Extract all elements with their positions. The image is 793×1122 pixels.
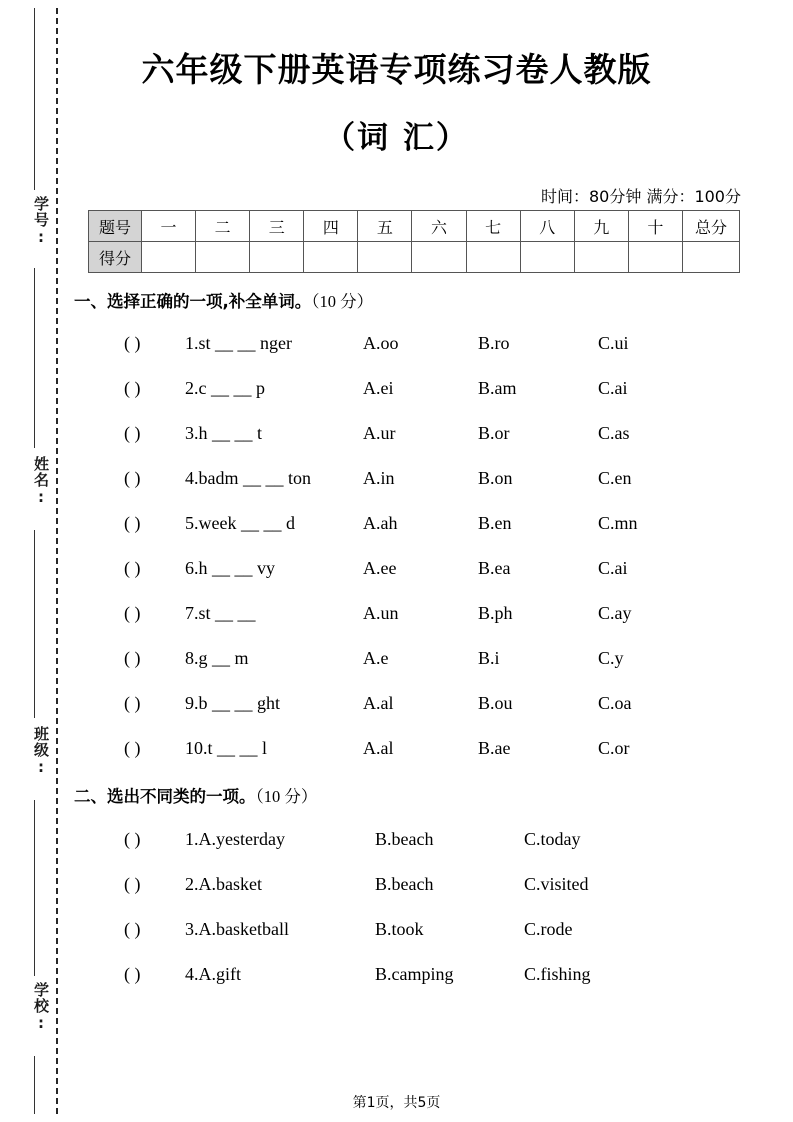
answer-blank[interactable]: ( )	[124, 468, 141, 488]
question-stem: 9.b __ __ ght	[185, 693, 281, 713]
answer-blank[interactable]: ( )	[124, 513, 141, 533]
section-heading-2-points: （10 分）	[255, 787, 318, 806]
answer-blank[interactable]: ( )	[124, 693, 141, 713]
option-b[interactable]: B.i	[478, 648, 500, 668]
question-stem: 10.t __ __ l	[185, 738, 268, 758]
question-stem-option-a[interactable]: 1.A.yesterday	[185, 829, 285, 849]
option-c[interactable]: C.as	[598, 423, 630, 443]
score-table-col-8: 八	[520, 211, 574, 242]
score-cell-1[interactable]	[142, 242, 196, 273]
section-heading-1	[74, 288, 373, 312]
answer-blank[interactable]: ( )	[124, 964, 141, 984]
section-heading-2	[74, 783, 317, 807]
answer-blank[interactable]: ( )	[124, 378, 141, 398]
option-c[interactable]: C.rode	[524, 919, 573, 939]
question-2-3[interactable]	[0, 916, 793, 942]
question-1-4[interactable]	[0, 465, 793, 491]
option-a[interactable]: A.ah	[363, 513, 398, 533]
question-stem-option-a[interactable]: 4.A.gift	[185, 964, 241, 984]
option-c[interactable]: C.oa	[598, 693, 632, 713]
answer-blank[interactable]: ( )	[124, 558, 141, 578]
margin-label-student-id: 学号:	[32, 196, 50, 247]
score-cell-3[interactable]	[250, 242, 304, 273]
score-cell-10[interactable]	[628, 242, 682, 273]
question-stem: 6.h __ __ vy	[185, 558, 275, 578]
answer-blank[interactable]: ( )	[124, 829, 141, 849]
answer-blank[interactable]: ( )	[124, 423, 141, 443]
answer-blank[interactable]: ( )	[124, 333, 141, 353]
score-cell-8[interactable]	[520, 242, 574, 273]
question-stem-option-a[interactable]: 3.A.basketball	[185, 919, 289, 939]
question-1-2[interactable]	[0, 375, 793, 401]
score-cell-7[interactable]	[466, 242, 520, 273]
option-b[interactable]: B.beach	[375, 874, 434, 894]
option-c[interactable]: C.ai	[598, 558, 628, 578]
question-stem: 7.st __ __	[185, 603, 256, 623]
option-b[interactable]: B.camping	[375, 964, 454, 984]
question-1-1[interactable]	[0, 330, 793, 356]
option-c[interactable]: C.mn	[598, 513, 638, 533]
option-a[interactable]: A.e	[363, 648, 389, 668]
option-b[interactable]: B.beach	[375, 829, 434, 849]
option-a[interactable]: A.ee	[363, 558, 397, 578]
question-2-4[interactable]	[0, 961, 793, 987]
score-table-col-2: 二	[196, 211, 250, 242]
question-1-5[interactable]	[0, 510, 793, 536]
margin-label-name: 姓名:	[32, 456, 50, 507]
option-a[interactable]: A.un	[363, 603, 399, 623]
option-c[interactable]: C.ui	[598, 333, 629, 353]
question-1-6[interactable]	[0, 555, 793, 581]
answer-blank[interactable]: ( )	[124, 603, 141, 623]
score-table-col-5: 五	[358, 211, 412, 242]
answer-blank[interactable]: ( )	[124, 919, 141, 939]
option-c[interactable]: C.visited	[524, 874, 589, 894]
option-a[interactable]: A.al	[363, 738, 394, 758]
score-table-col-7: 七	[466, 211, 520, 242]
question-stem: 2.c __ __ p	[185, 378, 265, 398]
question-1-7[interactable]	[0, 600, 793, 626]
option-b[interactable]: B.am	[478, 378, 517, 398]
answer-blank[interactable]: ( )	[124, 874, 141, 894]
section-heading-1-text: 一、选择正确的一项,补全单词。	[74, 292, 312, 311]
option-b[interactable]: B.took	[375, 919, 424, 939]
margin-label-class: 班级:	[32, 726, 50, 777]
question-stem: 1.st __ __ nger	[185, 333, 292, 353]
option-c[interactable]: C.ay	[598, 603, 632, 623]
table-row-question-numbers	[89, 211, 740, 242]
score-table-col-6: 六	[412, 211, 466, 242]
question-2-1[interactable]	[0, 826, 793, 852]
question-stem: 3.h __ __ t	[185, 423, 263, 443]
option-b[interactable]: B.or	[478, 423, 510, 443]
question-stem: 8.g __ m	[185, 648, 249, 668]
option-b[interactable]: B.on	[478, 468, 513, 488]
option-c[interactable]: C.or	[598, 738, 630, 758]
option-a[interactable]: A.ur	[363, 423, 396, 443]
question-1-10[interactable]	[0, 735, 793, 761]
option-a[interactable]: A.in	[363, 468, 395, 488]
option-a[interactable]: A.al	[363, 693, 394, 713]
option-b[interactable]: B.ph	[478, 603, 513, 623]
page-footer: 第1页，共5页	[352, 1095, 441, 1111]
score-table-col-4: 四	[304, 211, 358, 242]
option-c[interactable]: C.today	[524, 829, 581, 849]
option-b[interactable]: B.ae	[478, 738, 511, 758]
score-table-col-3: 三	[250, 211, 304, 242]
page-subtitle: （词 汇）	[324, 120, 469, 156]
answer-blank[interactable]: ( )	[124, 738, 141, 758]
score-cell-4[interactable]	[304, 242, 358, 273]
question-stem: 5.week __ __ d	[185, 513, 295, 533]
question-1-9[interactable]	[0, 690, 793, 716]
margin-label-school: 学校:	[32, 982, 50, 1033]
section-heading-1-points: （10 分）	[311, 292, 374, 311]
score-table-row-label-score: 得分	[89, 242, 142, 273]
score-table-col-10: 十	[628, 211, 682, 242]
score-table-row-label-question: 题号	[89, 211, 142, 242]
table-row-scores	[89, 242, 740, 273]
option-c[interactable]: C.en	[598, 468, 632, 488]
score-cell-total[interactable]	[683, 242, 740, 273]
question-stem-option-a[interactable]: 2.A.basket	[185, 874, 262, 894]
option-b[interactable]: B.ou	[478, 693, 513, 713]
option-c[interactable]: C.ai	[598, 378, 628, 398]
question-stem: 4.badm __ __ ton	[185, 468, 311, 488]
answer-blank[interactable]: ( )	[124, 648, 141, 668]
score-cell-5[interactable]	[358, 242, 412, 273]
question-1-8[interactable]	[0, 645, 793, 671]
score-table-col-1: 一	[142, 211, 196, 242]
option-c[interactable]: C.y	[598, 648, 624, 668]
question-2-2[interactable]	[0, 871, 793, 897]
option-c[interactable]: C.fishing	[524, 964, 591, 984]
section-heading-2-text: 二、选出不同类的一项。	[74, 787, 256, 806]
score-cell-2[interactable]	[196, 242, 250, 273]
score-table	[88, 210, 740, 273]
option-a[interactable]: A.ei	[363, 378, 394, 398]
question-1-3[interactable]	[0, 420, 793, 446]
score-table-col-total: 总分	[683, 211, 740, 242]
page-title: 六年级下册英语专项练习卷人教版	[141, 50, 652, 89]
margin-rule-1	[34, 8, 35, 190]
option-a[interactable]: A.oo	[363, 333, 399, 353]
score-cell-6[interactable]	[412, 242, 466, 273]
option-b[interactable]: B.ea	[478, 558, 511, 578]
option-b[interactable]: B.ro	[478, 333, 510, 353]
score-table-col-9: 九	[574, 211, 628, 242]
exam-meta-line: 时间：80分钟 满分：100分	[541, 187, 741, 206]
score-cell-9[interactable]	[574, 242, 628, 273]
option-b[interactable]: B.en	[478, 513, 512, 533]
